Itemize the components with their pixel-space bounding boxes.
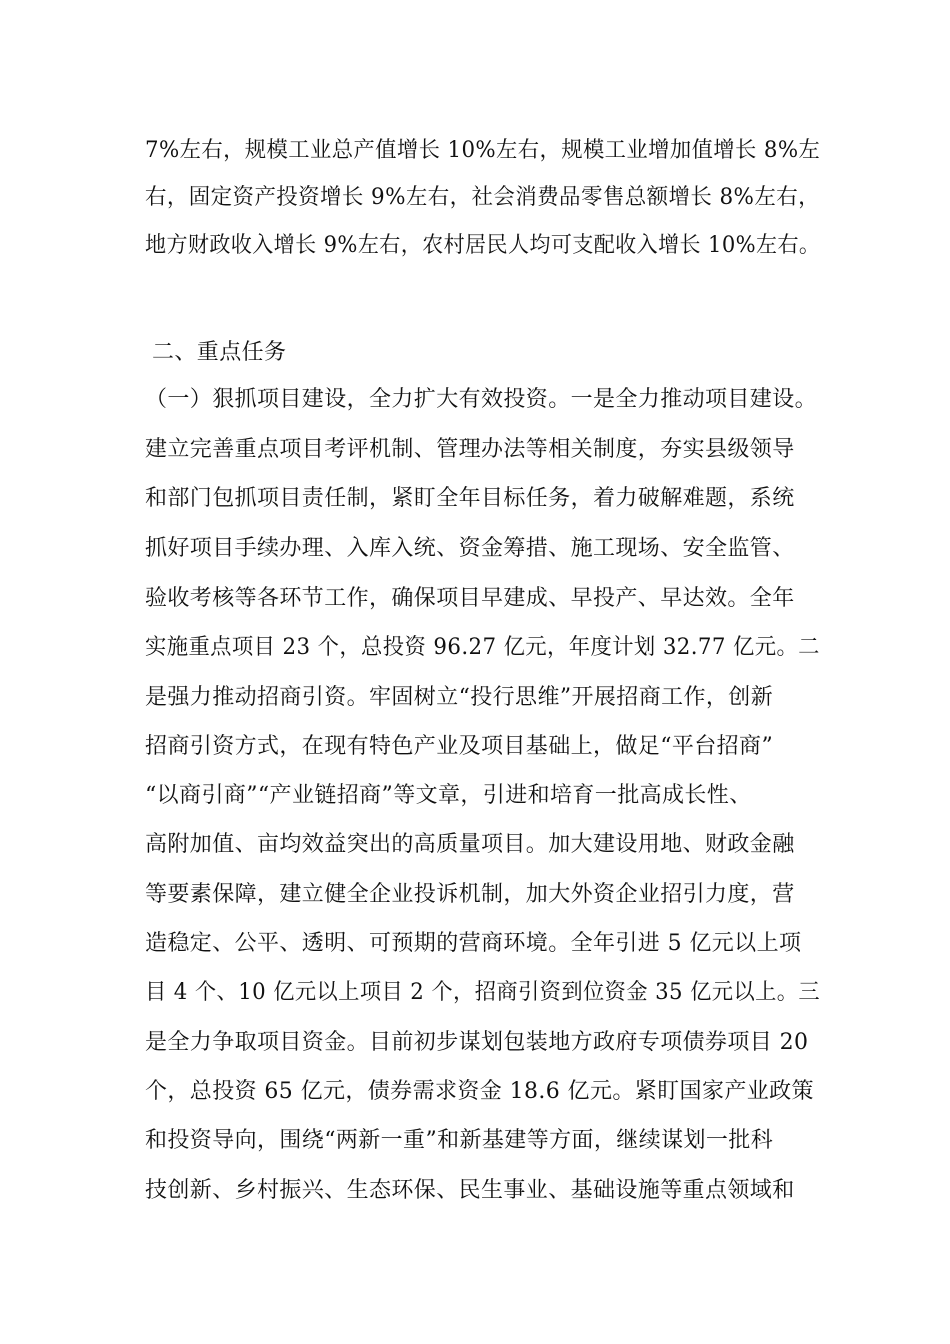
text-line: 招商引资方式，在现有特色产业及项目基础上，做足“平台招商” [145,734,774,759]
text-line: 是强力推动招商引资。牢固树立“投行思维”开展招商工作，创新 [145,685,774,710]
text-line: （一）狠抓项目建设，全力扩大有效投资。一是全力推动项目建设。 [145,387,818,412]
text-line: 实施重点项目 23 个，总投资 96.27 亿元，年度计划 32.77 亿元。二 [145,635,820,660]
text-line: 抓好项目手续办理、入库入统、资金筹措、施工现场、安全监管、 [145,536,795,561]
text-line: 地方财政收入增长 9%左右，农村居民人均可支配收入增长 10%左右。 [145,233,821,258]
text-line: 和部门包抓项目责任制，紧盯全年目标任务，着力破解难题，系统 [145,486,795,511]
text-line: 7%左右，规模工业总产值增长 10%左右，规模工业增加值增长 8%左 [145,138,821,163]
text-line: 高附加值、亩均效益突出的高质量项目。加大建设用地、财政金融 [145,832,795,857]
section-heading: 二、重点任务 [152,340,287,365]
text-line: 建立完善重点项目考评机制、管理办法等相关制度，夯实县级领导 [145,437,795,462]
text-line: 目 4 个、10 亿元以上项目 2 个，招商引资到位资金 35 亿元以上。三 [145,980,821,1005]
text-line: 右，固定资产投资增长 9%左右，社会消费品零售总额增长 8%左右， [145,185,820,210]
text-line: 验收考核等各环节工作，确保项目早建成、早投产、早达效。全年 [145,586,795,611]
text-line: 是全力争取项目资金。目前初步谋划包装地方政府专项债券项目 20 [145,1030,809,1055]
text-line: 和投资导向，围绕“两新一重”和新基建等方面，继续谋划一批科 [145,1128,774,1153]
text-line: 造稳定、公平、透明、可预期的营商环境。全年引进 5 亿元以上项 [145,931,802,956]
text-line: 技创新、乡村振兴、生态环保、民生事业、基础设施等重点领域和 [145,1178,795,1203]
text-line: “以商引商”“产业链招商”等文章，引进和培育一批高成长性、 [145,783,752,808]
text-line: 等要素保障，建立健全企业投诉机制，加大外资企业招引力度，营 [145,882,795,907]
text-line: 个，总投资 65 亿元，债券需求资金 18.6 亿元。紧盯国家产业政策 [145,1079,814,1104]
